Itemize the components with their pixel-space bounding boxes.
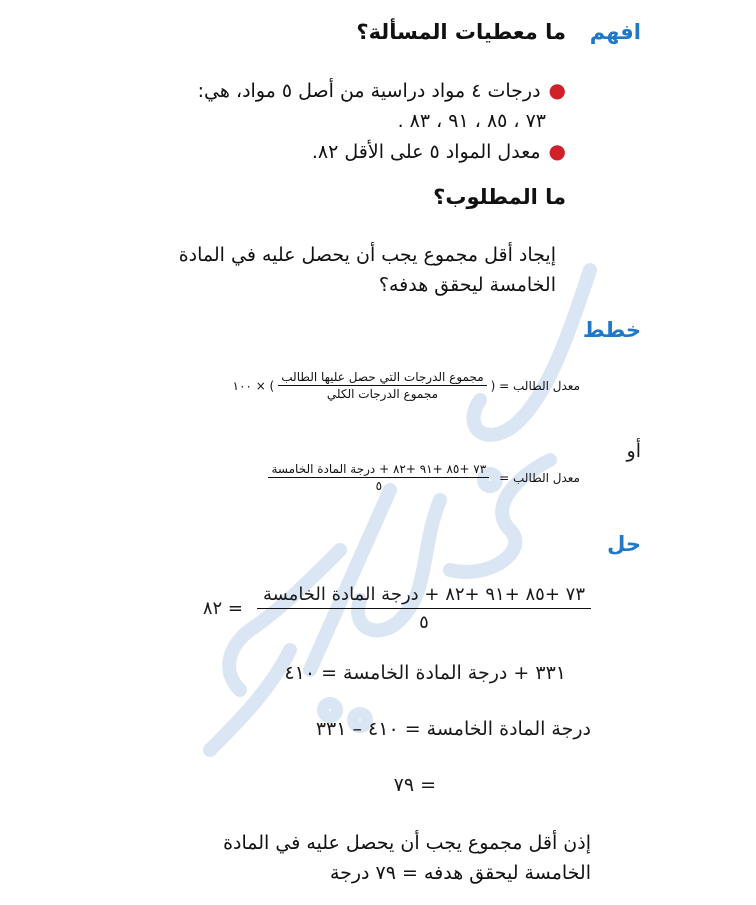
fraction-denominator: ٥: [375, 479, 383, 493]
conclusion-line: الخامسة ليحقق هدفه = ٧٩ درجة: [329, 862, 591, 884]
givens-list: [146, 75, 566, 167]
section-label-solve: حل: [607, 532, 641, 556]
equation-3: درجة المادة الخامسة = ٤١٠ – ٣٣١: [315, 718, 591, 740]
required-line: الخامسة ليحقق هدفه؟: [378, 274, 556, 296]
fraction-numerator: مجموع الدرجات التي حصل عليها الطالب: [278, 370, 486, 386]
formula-fraction: [268, 462, 489, 493]
fraction-denominator: مجموع الدرجات الكلي: [326, 387, 439, 401]
equation-2: ٣٣١ + درجة المادة الخامسة = ٤١٠: [284, 662, 566, 684]
equation-4: = ٧٩: [393, 774, 436, 796]
watermark-signature: [190, 250, 610, 770]
bullet-dot-icon: ●: [548, 78, 566, 102]
bullet-dot-icon: ●: [548, 139, 566, 163]
formula-lhs: معدل الطالب =: [499, 470, 580, 485]
section-label-plan: خطط: [582, 318, 641, 342]
fraction-denominator: ٥: [419, 612, 429, 633]
required-text: [96, 240, 556, 300]
required-heading: ما المطلوب؟: [433, 185, 566, 209]
equation-rhs: = ٨٢: [202, 598, 243, 619]
list-item: ●معدل المواد ٥ على الأقل ٨٢.: [311, 139, 566, 163]
fraction-numerator: ٧٣ +٨٥ +٩١ +٨٢ + درجة المادة الخامسة: [257, 584, 591, 609]
formula-average-sum: [268, 462, 580, 493]
list-item: ●درجات ٤ مواد دراسية من أصل ٥ مواد، هي:: [197, 78, 566, 102]
or-label: أو: [626, 440, 641, 462]
equation-1: [203, 584, 591, 633]
formula-lhs: معدل الطالب = (: [490, 378, 580, 393]
conclusion-line: إذن أقل مجموع يجب أن يحصل عليه في المادة: [223, 832, 591, 854]
formula-fraction: [278, 370, 486, 401]
formula-rhs: ) × ١٠٠: [232, 378, 275, 393]
understand-question: ما معطيات المسألة؟: [356, 20, 566, 44]
conclusion-text: [121, 828, 591, 888]
fraction-numerator: ٧٣ +٨٥ +٩١ +٨٢ + درجة المادة الخامسة: [268, 462, 489, 478]
list-item-continuation: ٧٣ ، ٨٥ ، ٩١ ، ٨٣ .: [397, 110, 546, 132]
required-line: إيجاد أقل مجموع يجب أن يحصل عليه في المادة: [178, 244, 556, 266]
section-label-understand: افهم: [589, 20, 641, 44]
equation-fraction: [257, 584, 591, 633]
formula-average-percent: [233, 370, 580, 401]
